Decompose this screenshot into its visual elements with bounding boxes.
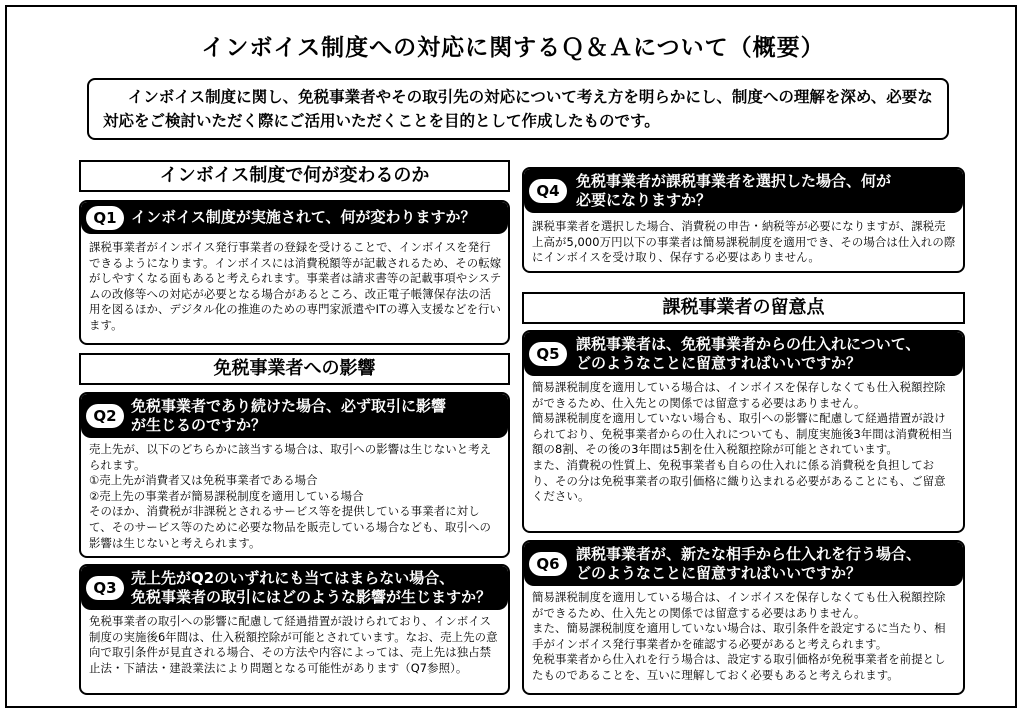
answer-text [89, 442, 502, 551]
question-text-line-1: 免税事業者が課税事業者を選択した場合、何が [576, 172, 892, 190]
question-text-line-2: 免税事業者の取引にはどのような影響が生じますか？ [131, 588, 492, 606]
answer-text [89, 614, 502, 676]
question-bar [81, 202, 508, 234]
question-badge: Q3 [86, 576, 124, 600]
question-bar [524, 169, 963, 213]
answer-paragraph: 課税事業者を選択した場合、消費税の申告・納税等が必要になりますが、課税売上高が5,000万円以下の事業者は簡易課税制度を適用でき、その場合は仕入れの際にインボイスを受け取り、保存する必要はありません。 [532, 219, 956, 265]
answer-paragraph: 簡易課税制度を適用している場合は、インボイスを保存しなくても仕入税額控除ができるため、仕入先との関係では留意する必要はありません。 [532, 380, 946, 410]
qa-card-q4 [522, 167, 965, 273]
qa-card-q3 [79, 564, 510, 695]
question-badge: Q4 [529, 179, 567, 203]
answer-text [532, 380, 957, 505]
question-bar [81, 394, 508, 438]
question-badge: Q1 [86, 206, 124, 230]
answer-paragraph: 課税事業者がインボイス発行事業者の登録を受けることで、インボイスを発行できるようになります。インボイスには消費税額等が記載されるため、その転嫁がしやすくなる面もあると考えられます。事業者は請求書等の記載事項やシステムの改修等への対応が必要となる場合があるところ、改正電子帳簿保存法の活用を図るほか、デジタル化の推進のための専門家派遣やITの導入支援などを行います。 [89, 240, 502, 332]
question-bar [524, 542, 963, 586]
question-text-line-1: 売上先がQ2のいずれにも当てはまらない場合、 [131, 569, 455, 587]
answer-paragraph: 免税事業者から仕入れを行う場合は、設定する取引価格が免税事業者を前提としたものであることを、互いに理解しておく必要もあると考えられます。 [532, 652, 946, 682]
answer-list-item: ②売上先の事業者が簡易課税制度を適用している場合 [89, 488, 364, 503]
question-text-line-1: 課税事業者が、新たな相手から仕入れを行う場合、 [576, 545, 922, 563]
question-bar [81, 566, 508, 610]
question-text-line-2: が生じるのですか？ [131, 416, 267, 434]
answer-text [89, 240, 502, 334]
document-sheet [5, 5, 1017, 708]
answer-paragraph: そのほか、消費税が非課税とされるサービス等を提供している事業者に対して、そのサービス等のために必要な物品を販売している場合なども、取引への影響は生じないと考えられます。 [89, 504, 491, 550]
question-text-line-2: 必要になりますか？ [576, 191, 712, 209]
question-badge: Q5 [529, 342, 567, 366]
question-badge: Q2 [86, 404, 124, 428]
qa-card-q5 [522, 330, 965, 533]
answer-list-item: ①売上先が消費者又は免税事業者である場合 [89, 473, 318, 488]
section-header-impact-exempt: 免税事業者への影響 [79, 353, 510, 385]
intro-box: インボイス制度に関し、免税事業者やその取引先の対応について考え方を明らかにし、制度への理解を深め、必要な対応をご検討いただく際にご活用いただくことを目的として作成したものです。 [87, 78, 949, 140]
question-badge: Q6 [529, 552, 567, 576]
question-text-line-2: どのようなことに留意すればいいですか？ [576, 564, 862, 582]
question-bar [524, 332, 963, 376]
answer-paragraph: 簡易課税制度を適用していない場合も、取引への影響に配慮して経過措置が設けられており、免税事業者からの仕入れについても、制度実施後3年間は消費税相当額の8割、その後の3年間は5割を仕入税額控除が可能とされています。 [532, 411, 953, 457]
answer-paragraph: 免税事業者の取引への影響に配慮して経過措置が設けられており、インボイス制度の実施後6年間は、仕入税額控除が可能とされています。なお、売上先の意向で取引条件が見直される場合、その方法や内容によっては、売上先は独占禁止法・下請法・建設業法により問題となる可能性があります（Q7参照）。 [89, 614, 498, 675]
answer-paragraph: また、消費税の性質上、免税事業者も自らの仕入れに係る消費税を負担しており、その分は免税事業者の取引価格に織り込まれる必要があることにも、ご留意ください。 [532, 457, 946, 504]
answer-paragraph: 売上先が、以下のどちらかに該当する場合は、取引への影響は生じないと考えられます。 [89, 442, 492, 472]
qa-card-q2 [79, 392, 510, 558]
section-header-notes-taxable: 課税事業者の留意点 [522, 292, 965, 324]
section-header-what-changes: インボイス制度で何が変わるのか [79, 160, 510, 192]
answer-paragraph: 簡易課税制度を適用している場合は、インボイスを保存しなくても仕入税額控除ができるため、仕入先との関係では留意する必要はありません。 [532, 590, 946, 620]
question-text-line-2: どのようなことに留意すればいいですか？ [576, 354, 862, 372]
answer-paragraph: また、簡易課税制度を適用していない場合は、取引条件を設定するに当たり、相手がインボイス発行事業者かを確認する必要があると考えられます。 [532, 621, 946, 651]
answer-text [532, 219, 957, 266]
question-text-line-1: 免税事業者であり続けた場合、必ず取引に影響 [131, 397, 447, 415]
question-text-line-1: 課税事業者は、免税事業者からの仕入れについて、 [576, 335, 921, 353]
answer-text [532, 590, 957, 684]
page-title: インボイス制度への対応に関するＱ＆Ａについて（概要） [201, 35, 825, 61]
question-text: インボイス制度が実施されて、何が変わりますか？ [131, 208, 476, 226]
qa-card-q6 [522, 540, 965, 695]
qa-card-q1 [79, 200, 510, 345]
